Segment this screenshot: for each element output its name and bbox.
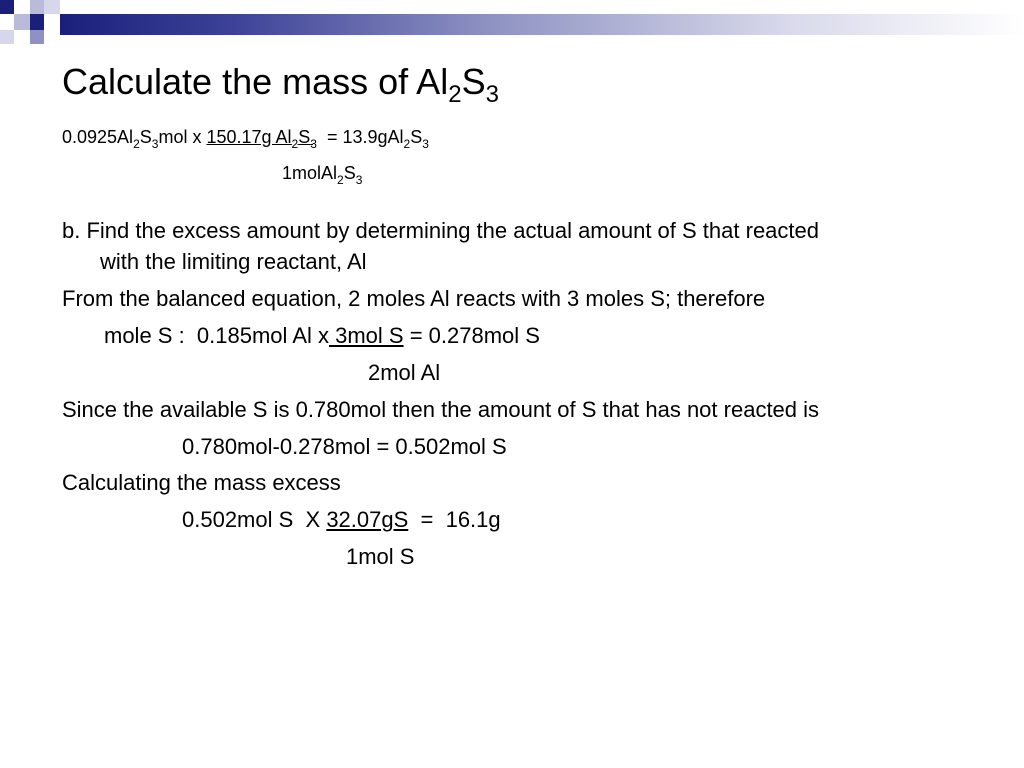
fraction-numerator: 150.17g $Al_2S_3$ — [206, 127, 317, 151]
mass-excess-heading: Calculating the mass excess — [62, 470, 341, 495]
fraction-denominator: 1mol S — [346, 544, 415, 569]
available-s-text: Since the available S is 0.780mol then the amount of S that has not reacted is — [62, 397, 820, 422]
header-gradient-bar — [60, 14, 1024, 35]
header-square — [0, 30, 14, 44]
fraction-denominator: $1molAl_2S_3$ — [282, 163, 363, 187]
header-square — [30, 0, 44, 14]
balanced-equation-text: From the balanced equation, 2 moles Al reacts with 3 moles S; therefore — [62, 286, 766, 311]
header-square — [0, 0, 14, 14]
header-square — [14, 14, 30, 30]
difference-calc: 0.780mol-0.278mol = 0.502mol S — [182, 434, 507, 459]
header-square — [44, 0, 60, 14]
header-square — [30, 30, 44, 44]
fraction-numerator: 32.07gS — [326, 507, 409, 532]
mole-s-calc: mole S : 0.185mol Al x 3mol S = 0.278mol S — [104, 323, 540, 348]
header-square — [14, 30, 30, 44]
mass-excess-calc: 0.502mol S X 32.07gS = 16.1g — [182, 507, 501, 532]
calc-line-mass: $0.0925Al_2S_3mol$ x 150.17g $Al_2S_3 = 13.9gAl_2S_3$ — [62, 127, 429, 151]
fraction-numerator: 3mol S — [329, 323, 404, 348]
part-b-line2: with the limiting reactant, Al — [100, 249, 367, 274]
header-square — [30, 14, 44, 30]
part-b-line1: b. Find the excess amount by determining the actual amount of S that reacted — [62, 218, 819, 243]
slide-header-decoration — [0, 0, 1024, 48]
header-square — [44, 14, 60, 35]
slide-title: Calculate the mass of $Al_2S_3$ — [62, 61, 499, 108]
fraction-denominator: 2mol Al — [368, 360, 441, 385]
